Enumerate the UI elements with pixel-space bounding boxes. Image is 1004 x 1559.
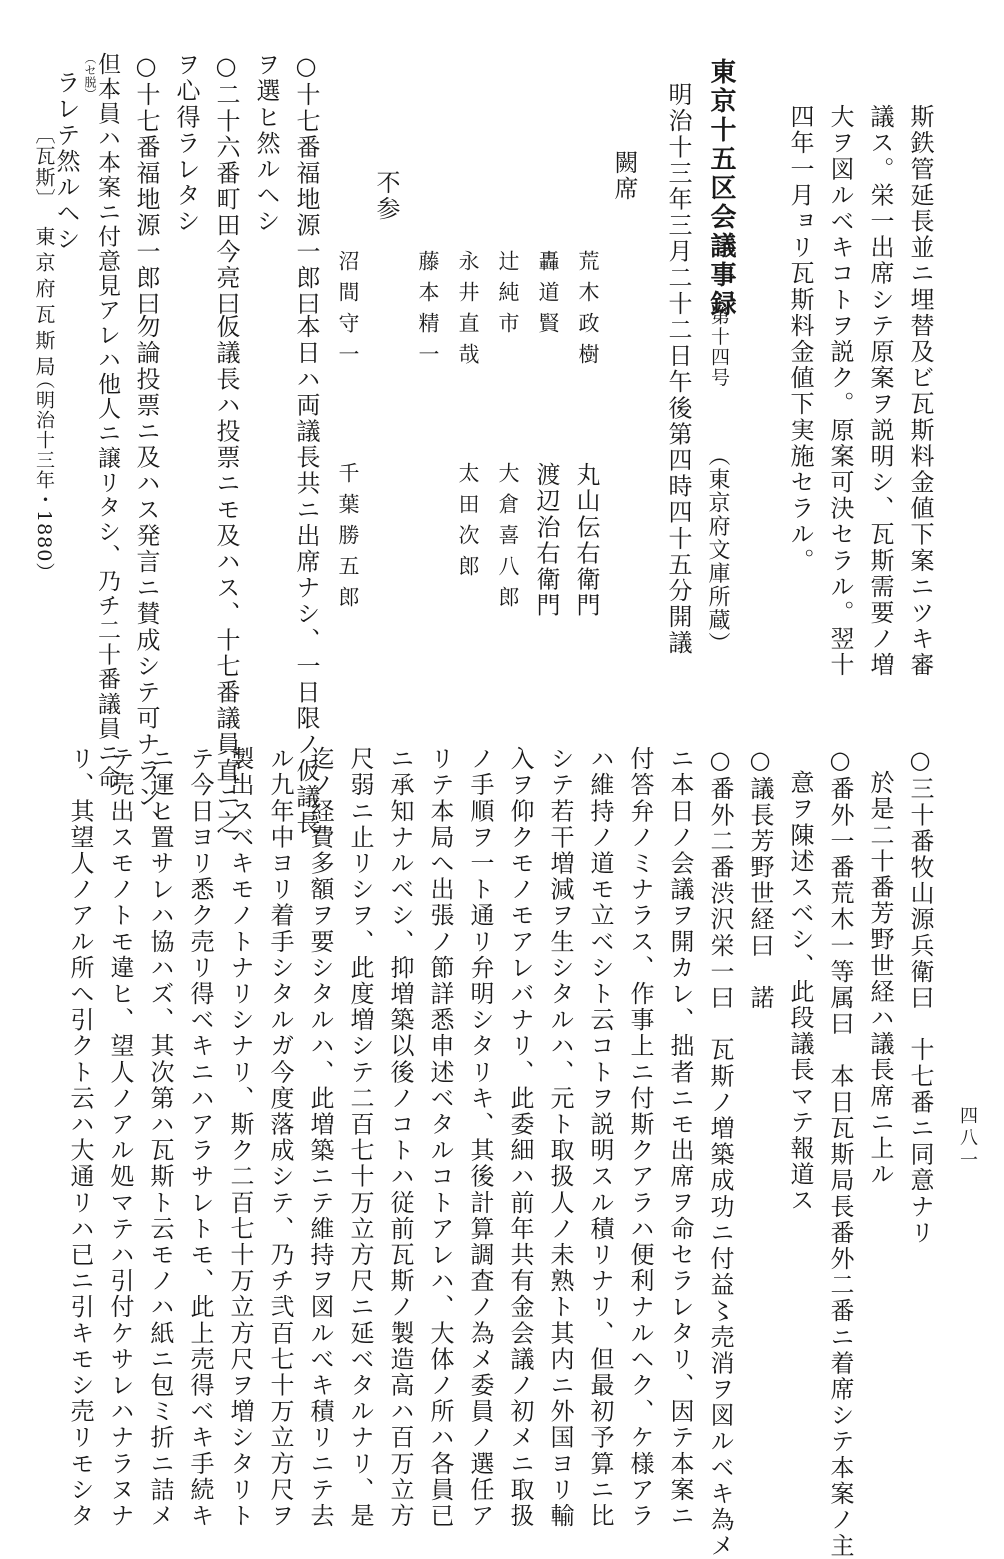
absent-member: 永井直哉 [456, 250, 480, 374]
bottom-line: 迄ノ経費多額ヲ要シタルハ、此増築ニテ維持ヲ図ルべキ積リニテ去 [306, 746, 334, 1529]
speech-text: 勿論投票ニ及ハス発言ニ賛成シテ可ナラン、 [132, 314, 160, 836]
bottom-line: 付答弁ノミナラス、作事上ニ付斯クアラハ便利ナルヘク、ケ様アラ [626, 746, 654, 1529]
speech-speaker: ○二十六番町田今亮曰 [212, 52, 240, 317]
footer-section-tag: 〔瓦斯〕 [32, 124, 56, 210]
nonattend-member: 千葉勝五郎 [336, 462, 360, 617]
bottom-line: 入ヲ仰クモノモアレバナリ、此委細ハ前年共有金会議ノ初メニ取扱 [506, 746, 534, 1529]
record-date: 明治十三年三月二十二日午後第四時四十五分開議 [664, 82, 692, 657]
nonattend-member: 沼間守一 [336, 250, 360, 374]
bottom-line: ニ本日ノ会議ヲ開カレ、拙者ニモ出席ヲ命セラレタリ、因テ本案ニ [666, 746, 694, 1529]
speech-speaker: ○十七番福地源一郎曰 [292, 52, 320, 317]
intro-line-3: 大ヲ図ルベキコトヲ説ク。原案可決セラル。翌十 [826, 104, 854, 679]
speech-text: 仮議長ハ投票ニモ及ハス、十七番議員直ニ之 [212, 314, 240, 836]
bottom-line: 意ヲ陳述スベシ、此段議長マテ報道ス [786, 770, 814, 1214]
bottom-line: ノ手順ヲ一ト通リ弁明シタリキ、其後計算調査ノ為メ委員ノ選任ア [466, 746, 494, 1529]
absent-member: 藤本精一 [416, 250, 440, 374]
bottom-line: 於是二十番芳野世経ハ議長席ニ上ル [866, 770, 894, 1188]
bottom-line: テ売出スモノトモ違ヒ、望人ノアル処マテハ引付ケサレハナラヌナ [106, 746, 134, 1529]
bottom-line: ○三十番牧山源兵衛曰 十七番ニ同意ナリ [906, 746, 934, 1246]
bottom-line: ニ承知ナルベシ、抑増築以後ノコトハ従前瓦斯ノ製造高ハ百万立方 [386, 746, 414, 1529]
speech-text: ラレテ然ルヘシ [52, 70, 80, 253]
bottom-line: 尺弱ニ止リシヲ、此度増シテ二百七十万立方尺ニ延ベタルナリ、是 [346, 746, 374, 1529]
footer-year: （明治十三年・1880） [33, 370, 55, 583]
bottom-line: ○議長芳野世経曰 諾 [746, 746, 774, 1011]
record-source: （東京府文庫所蔵） [705, 444, 730, 656]
intro-line-1: 斯鉄管延長並ニ埋替及ビ瓦斯料金値下案ニツキ審 [906, 104, 934, 679]
speech-text: 本日ハ両議長共ニ出席ナシ、一日限ノ仮議長 [292, 314, 320, 836]
bottom-line: ハ維持ノ道モ立ベシト云コトヲ説明スル積リナリ、但最初予算ニ比 [586, 746, 614, 1529]
bottom-line: ○番外二番渋沢栄一曰 瓦斯ノ増築成功ニ付益〻売消ヲ図ルベキ為メ [706, 746, 734, 1559]
bottom-line: リ、其望人ノアル所へ引クト云ハ大通リハ已ニ引キモシ売リモシタ [66, 746, 94, 1529]
record-title: 東京十五区会議事録 [706, 58, 736, 319]
bottom-line: ○番外一番荒木一等属曰 本日瓦斯局長番外二番ニ着席シテ本案ノ主 [826, 746, 854, 1559]
bottom-line: シテ若干増減ヲ生シタルハ、元ト取扱人ノ未熟ト其内ニ外国ヨリ輸 [546, 746, 574, 1529]
speech-text: 但本員ハ本案ニ付意見アレハ他人ニ譲リタシ、乃チ二十番議員ニ命 [94, 52, 120, 790]
bottom-line: ニ運ヒ置サレハ協ハズ、其次第ハ瓦斯ト云モノハ紙ニ包ミ折ニ詰メ [146, 746, 174, 1529]
page-number: 四八一 [957, 1106, 978, 1172]
bottom-line: リテ本局へ出張ノ節詳悉申述ベタルコトアレハ、大体ノ所ハ各員已 [426, 746, 454, 1529]
absent-member: 大倉喜八郎 [496, 462, 520, 617]
bottom-line: 製出スベキモノトナリシナリ、斯ク二百七十万立方尺ヲ増シタリト [226, 746, 254, 1529]
nonattend-label: 不参 [372, 170, 400, 223]
speech-text: ヲ心得ラレタシ [172, 52, 200, 235]
bottom-line: テ今日ヨリ悉ク売リ得ベキニハアラサレトモ、此上売得ベキ手続キ [186, 746, 214, 1529]
intro-line-2: 議ス。栄一出席シテ原案ヲ説明シ、瓦斯需要ノ増 [866, 104, 894, 679]
speech-text: ヲ選ヒ然ルヘシ [252, 52, 280, 235]
speech-note: （セ脱） [83, 52, 97, 100]
absent-member: 荒木政樹 [576, 250, 600, 374]
absent-label: 闕席 [610, 150, 638, 203]
absent-member: 太田次郎 [456, 462, 480, 586]
record-number: 第十四号 [708, 306, 730, 388]
absent-member: 轟道賢 [536, 250, 560, 343]
absent-member: 辻純市 [496, 250, 520, 343]
speech-speaker: ○十七番福地源一郎曰 [132, 52, 160, 317]
bottom-line: ル九年中ヨリ着手シタルガ今度落成シテ、乃チ弐百七十万立方尺ヲ [266, 746, 294, 1529]
absent-member: 渡辺治右衛門 [532, 462, 560, 619]
absent-member: 丸山伝右衛門 [572, 462, 600, 619]
intro-line-4: 四年一月ョリ瓦斯料金値下実施セラル。 [786, 104, 814, 574]
footer-office: 東京府瓦斯局 [32, 226, 56, 382]
